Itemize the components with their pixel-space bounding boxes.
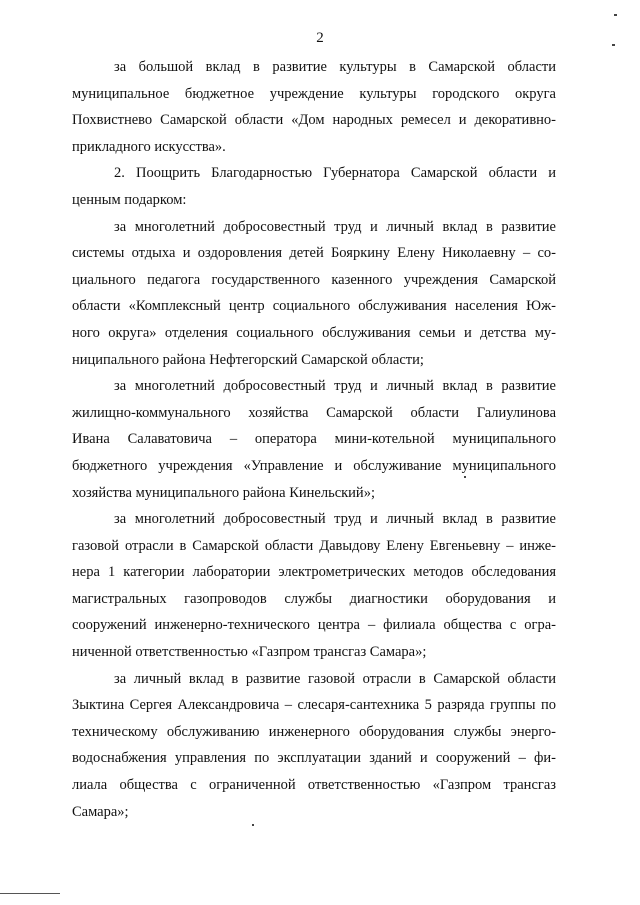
text-line: магистральных газопроводов службы диагностики оборудования и <box>72 590 556 607</box>
text-line: водоснабжения управления по эксплуатации зданий и сооружений – фи- <box>72 750 556 767</box>
page-number: 2 <box>316 30 324 46</box>
text-line: ниципального района Нефтегорский Самарской области; <box>72 351 424 368</box>
scan-speck <box>464 476 466 478</box>
text-line: ного округа» отделения социального обслуживания семьи и детства му- <box>72 324 556 341</box>
text-line: Ивана Салаватовича – оператора мини-котельной муниципального <box>72 431 556 448</box>
footer-rule <box>0 893 60 894</box>
text-line: циального педагога государственного казенного учреждения Самарской <box>72 271 556 288</box>
text-line: сооружений инженерно-технического центра – филиала общества с огра- <box>72 617 556 634</box>
text-line: бюджетного учреждения «Управление и обслуживание муниципального <box>72 457 556 474</box>
text-line: системы отдыха и оздоровления детей Бояркину Елену Николаевну – со- <box>72 245 556 262</box>
text-line: Похвистнево Самарской области «Дом народных ремесел и декоративно- <box>72 112 556 129</box>
scan-speck <box>252 824 254 826</box>
text-line: за личный вклад в развитие газовой отрасли в Самарской области <box>114 670 556 687</box>
text-line: 2. Поощрить Благодарностью Губернатора Самарской области и <box>114 165 556 182</box>
text-line: за многолетний добросовестный труд и личный вклад в развитие <box>114 218 556 235</box>
text-line: Зыктина Сергея Александровича – слесаря-сантехника 5 разряда группы по <box>72 697 556 714</box>
text-line: газовой отрасли в Самарской области Давыдову Елену Евгеньевну – инже- <box>72 537 556 554</box>
text-line: прикладного искусства». <box>72 138 226 155</box>
text-line: ценным подарком: <box>72 191 187 208</box>
text-line: муниципальное бюджетное учреждение культуры городского округа <box>72 85 556 102</box>
text-line: Самара»; <box>72 803 129 820</box>
scan-speck <box>612 44 615 46</box>
text-line: техническому обслуживанию инженерного оборудования службы энерго- <box>72 723 556 740</box>
text-line: области «Комплексный центр социального обслуживания населения Юж- <box>72 298 556 315</box>
document-body <box>72 54 556 825</box>
scan-speck <box>614 14 617 16</box>
text-line: за большой вклад в развитие культуры в Самарской области <box>114 59 556 75</box>
text-line: хозяйства муниципального района Кинельский»; <box>72 484 375 501</box>
text-line: жилищно-коммунального хозяйства Самарской области Галиулинова <box>72 404 556 421</box>
text-line: за многолетний добросовестный труд и личный вклад в развитие <box>114 511 556 528</box>
text-line: нера 1 категории лаборатории электрометрических методов обследования <box>72 564 556 581</box>
text-line: лиала общества с ограниченной ответственностью «Газпром трансгаз <box>72 777 556 794</box>
text-line: за многолетний добросовестный труд и личный вклад в развитие <box>114 378 556 395</box>
text-line: ниченной ответственностью «Газпром трансгаз Самара»; <box>72 644 427 661</box>
